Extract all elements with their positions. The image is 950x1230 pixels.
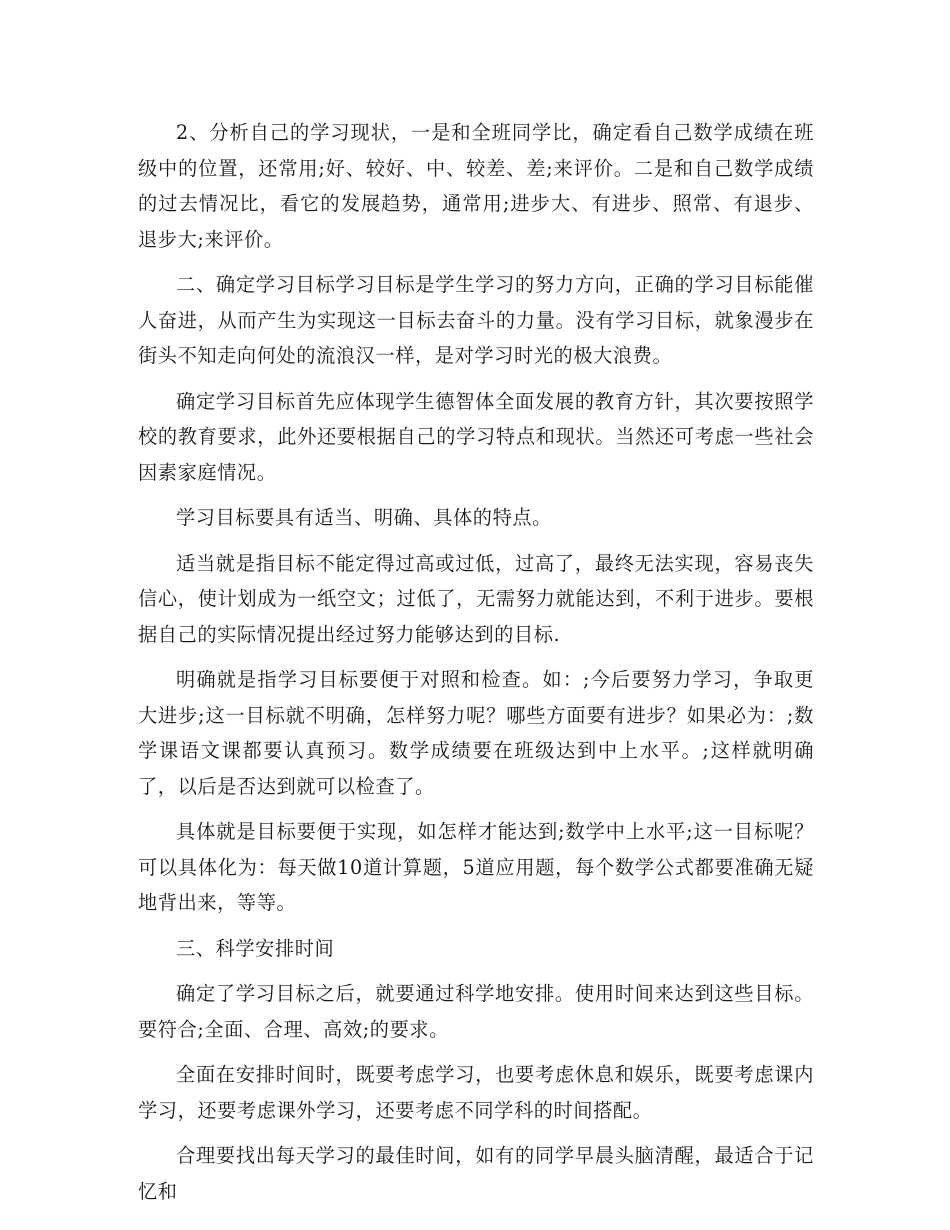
- paragraph: 2、分析自己的学习现状，一是和全班同学比，确定看自己数学成绩在班级中的位置，还常用;好、较好、中、较差、差;来评价。二是和自己数学成绩的过去情况比，看它的发展趋势，通常用;进步大、有进步、照常、有退步、退步大;来评价。: [138, 121, 814, 251]
- section-heading: 三、科学安排时间: [176, 936, 335, 960]
- document-body: [138, 115, 814, 1219]
- paragraph: 合理要找出每天学习的最佳时间，如有的同学早晨头脑清醒，最适合于记忆和: [138, 1144, 814, 1203]
- paragraph: 确定了学习目标之后，就要通过科学地安排。使用时间来达到这些目标。要符合;全面、合理、高效;的要求。: [138, 982, 814, 1041]
- paragraph: 具体就是目标要便于实现，如怎样才能达到;数学中上水平;这一目标呢？可以具体化为：每天做10道计算题，5道应用题，每个数学公式都要准确无疑地背出来，等等。: [138, 820, 814, 914]
- paragraph: 确定学习目标首先应体现学生德智体全面发展的教育方针，其次要按照学校的教育要求，此外还要根据自己的学习特点和现状。当然还可考虑一些社会因素家庭情况。: [138, 389, 814, 484]
- paragraph: 二、确定学习目标学习目标是学生学习的努力方向，正确的学习目标能催人奋进，从而产生为实现这一目标去奋斗的力量。没有学习目标，就象漫步在街头不知走向何处的流浪汉一样，是对学习时光的极大浪费。: [138, 273, 814, 367]
- paragraph: 明确就是指学习目标要便于对照和检查。如：;今后要努力学习，争取更大进步;这一目标就不明确，怎样努力呢？哪些方面要有进步？如果必为：;数学课语文课都要认真预习。数学成绩要在班级达到中上水平。;这样就明确了，以后是否达到就可以检查了。: [138, 668, 814, 798]
- paragraph: 全面在安排时间时，既要考虑学习，也要考虑休息和娱乐，既要考虑课内学习，还要考虑课外学习，还要考虑不同学科的时间搭配。: [138, 1063, 814, 1122]
- paragraph: 学习目标要具有适当、明确、具体的特点。: [176, 506, 552, 529]
- paragraph: 适当就是指目标不能定得过高或过低，过高了，最终无法实现，容易丧失信心，使计划成为一纸空文；过低了，无需努力就能达到，不利于进步。要根据自己的实际情况提出经过努力能够达到的目标.: [138, 551, 814, 646]
